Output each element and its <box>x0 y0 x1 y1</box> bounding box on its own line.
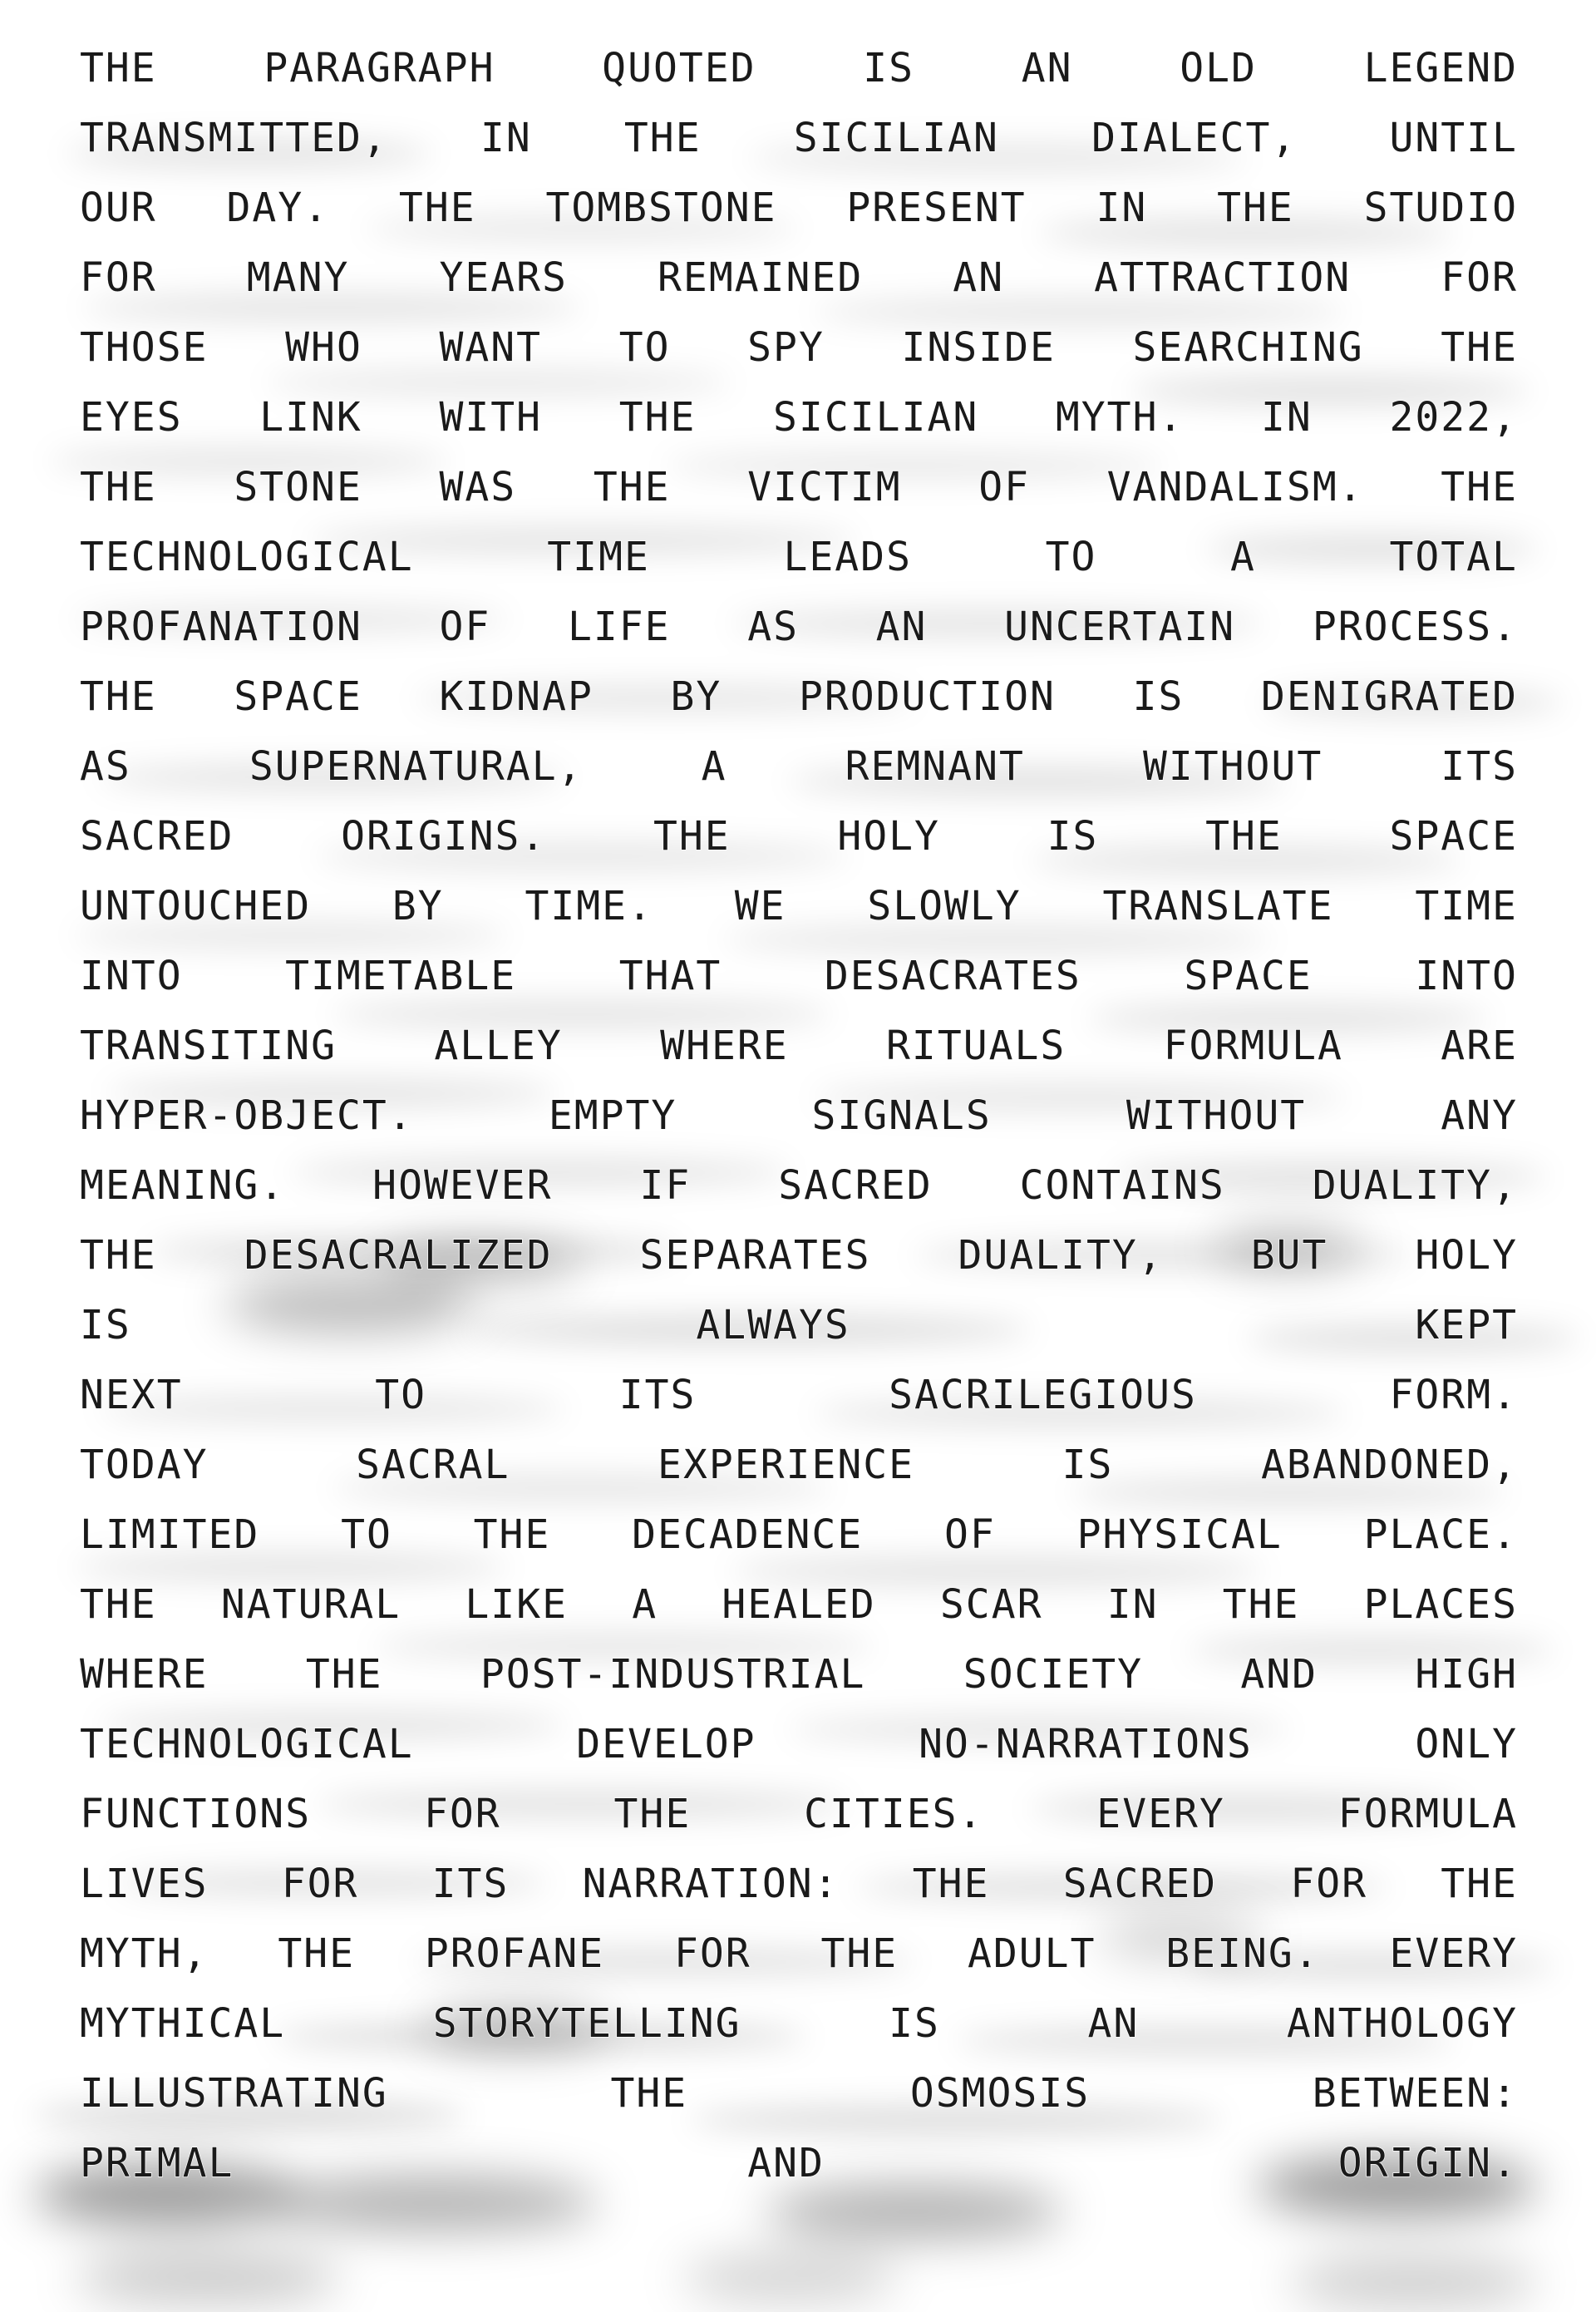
word: MYTH, <box>80 1930 209 1977</box>
word: 2022, <box>1389 394 1518 441</box>
text-line <box>80 522 1518 592</box>
word: PLACES <box>1363 1581 1518 1628</box>
text-line <box>80 1360 1518 1430</box>
word: SACRAL <box>356 1442 510 1488</box>
word: CONTAINS <box>1019 1162 1225 1209</box>
word: DEVELOP <box>576 1721 756 1767</box>
word: PRIMAL <box>80 2140 234 2186</box>
word: EVERY <box>1096 1791 1225 1837</box>
word: SLOWLY <box>867 883 1022 929</box>
word: SACRILEGIOUS <box>889 1372 1197 1418</box>
word: ORIGINS. <box>341 813 547 860</box>
text-line <box>80 103 1518 173</box>
word: IS <box>863 45 915 91</box>
text-line <box>80 1290 1518 1360</box>
text-line <box>80 2128 1518 2198</box>
word: INTO <box>80 953 183 999</box>
word: OLD <box>1180 45 1257 91</box>
text-line <box>80 452 1518 522</box>
word: PROCESS. <box>1312 604 1518 650</box>
word: THE <box>593 464 671 510</box>
text-line <box>80 1081 1518 1151</box>
word: LIKE <box>465 1581 568 1628</box>
word: THE <box>820 1930 899 1977</box>
word: FOR <box>423 1791 501 1837</box>
word: SPY <box>747 324 825 371</box>
word: THE <box>1441 464 1518 510</box>
word: THE <box>80 1232 157 1279</box>
word: TO <box>618 324 671 371</box>
word: VANDALISM. <box>1106 464 1364 510</box>
word: EVERY <box>1389 1930 1518 1977</box>
word: TECHNOLOGICAL <box>80 534 414 580</box>
text-line <box>80 243 1518 313</box>
text-line <box>80 1779 1518 1849</box>
word: TRANSMITTED, <box>80 115 388 161</box>
word: WANT <box>439 324 543 371</box>
text-line <box>80 662 1518 732</box>
word: TRANSITING <box>80 1023 337 1069</box>
word: BY <box>392 883 444 929</box>
word: YEARS <box>439 254 568 301</box>
word: DECADENCE <box>632 1511 864 1558</box>
word: THE <box>305 1651 383 1698</box>
word: PHYSICAL <box>1076 1511 1283 1558</box>
text-line <box>80 732 1518 801</box>
word: TIMETABLE <box>285 953 517 999</box>
word: FOR <box>673 1930 751 1977</box>
text-line <box>80 1570 1518 1639</box>
word: VICTIM <box>747 464 902 510</box>
word: SACRED <box>778 1162 933 1209</box>
word: THE <box>80 464 157 510</box>
word: SPACE <box>234 673 362 720</box>
word: TO <box>341 1511 392 1558</box>
word: AN <box>875 604 928 650</box>
word: FORM. <box>1389 1372 1518 1418</box>
word: STONE <box>234 464 362 510</box>
word: SICILIAN <box>773 394 979 441</box>
text-line <box>80 313 1518 382</box>
word: TOMBSTONE <box>545 185 777 231</box>
word: THE <box>473 1511 551 1558</box>
word: WITHOUT <box>1142 743 1323 790</box>
word: THE <box>653 813 731 860</box>
word: HIGH <box>1415 1651 1518 1698</box>
word: INTO <box>1415 953 1518 999</box>
word: TIME <box>547 534 650 580</box>
word: OF <box>439 604 491 650</box>
word: SEARCHING <box>1132 324 1364 371</box>
word: IS <box>1047 813 1099 860</box>
word: FOR <box>1290 1861 1367 1907</box>
word: TO <box>375 1372 427 1418</box>
word: TIME. <box>525 883 653 929</box>
word: PROFANATION <box>80 604 362 650</box>
text-line <box>80 2058 1518 2128</box>
word: OUR <box>80 185 157 231</box>
word: CITIES. <box>804 1791 984 1837</box>
word: THE <box>1441 1861 1518 1907</box>
word: SICILIAN <box>793 115 999 161</box>
word: A <box>632 1581 658 1628</box>
word: FOR <box>281 1861 359 1907</box>
word: PRODUCTION <box>798 673 1056 720</box>
word: UNCERTAIN <box>1004 604 1236 650</box>
word: DAY. <box>226 185 330 231</box>
text-line <box>80 1500 1518 1570</box>
word: KEPT <box>1415 1302 1518 1348</box>
word: AND <box>747 2140 825 2186</box>
word: ATTRACTION <box>1094 254 1352 301</box>
word: ALLEY <box>434 1023 563 1069</box>
word: HYPER-OBJECT. <box>80 1092 414 1139</box>
text-line <box>80 1151 1518 1220</box>
word: A <box>1229 534 1256 580</box>
text-line <box>80 592 1518 662</box>
word: IS <box>1062 1442 1114 1488</box>
word: IN <box>1261 394 1313 441</box>
word: IS <box>80 1302 131 1348</box>
word: SIGNALS <box>811 1092 992 1139</box>
word: POST-INDUSTRIAL <box>480 1651 866 1698</box>
word: IN <box>1106 1581 1159 1628</box>
word: WITH <box>439 394 543 441</box>
word: PRESENT <box>846 185 1027 231</box>
word: ITS <box>618 1372 697 1418</box>
word: THE <box>398 185 476 231</box>
word: THOSE <box>80 324 209 371</box>
word: ABANDONED, <box>1260 1442 1518 1488</box>
word: FOR <box>1441 254 1518 301</box>
text-line <box>80 173 1518 243</box>
word: SACRED <box>80 813 234 860</box>
word: PROFANE <box>424 1930 605 1977</box>
word: ILLUSTRATING <box>80 2070 388 2117</box>
word: IN <box>1096 185 1148 231</box>
word: NATURAL <box>220 1581 401 1628</box>
word: HOLY <box>1415 1232 1518 1279</box>
word: OSMOSIS <box>909 2070 1091 2117</box>
word: NEXT <box>80 1372 183 1418</box>
word: THE <box>1205 813 1283 860</box>
text-line <box>80 1919 1518 1989</box>
word: WE <box>734 883 786 929</box>
word: IS <box>1132 673 1185 720</box>
word: ANY <box>1441 1092 1518 1139</box>
word: SUPERNATURAL, <box>249 743 584 790</box>
word: TECHNOLOGICAL <box>80 1721 414 1767</box>
word: TOTAL <box>1389 534 1518 580</box>
word: DESACRATES <box>824 953 1081 999</box>
word: THE <box>1441 324 1518 371</box>
text-line <box>80 1709 1518 1779</box>
word: FOR <box>80 254 157 301</box>
word: ALWAYS <box>696 1302 850 1348</box>
text-line <box>80 1220 1518 1290</box>
word: FORMULA <box>1337 1791 1518 1837</box>
word: UNTIL <box>1389 115 1518 161</box>
word: INSIDE <box>901 324 1056 371</box>
word: TIME <box>1415 883 1518 929</box>
word: AN <box>1087 2000 1140 2047</box>
text-line <box>80 33 1518 103</box>
word: WHERE <box>660 1023 789 1069</box>
text-line <box>80 801 1518 871</box>
word: DESACRALIZED <box>244 1232 553 1279</box>
word: THE <box>1217 185 1294 231</box>
word: THE <box>80 1581 157 1628</box>
text-line <box>80 1989 1518 2058</box>
word: ITS <box>431 1861 510 1907</box>
word: ITS <box>1441 743 1518 790</box>
word: THE <box>618 394 697 441</box>
word: DUALITY, <box>1312 1162 1518 1209</box>
word: ORIGIN. <box>1337 2140 1518 2186</box>
word: THE <box>278 1930 356 1977</box>
word: THE <box>80 45 157 91</box>
word: EYES <box>80 394 183 441</box>
word: THE <box>912 1861 990 1907</box>
text-line <box>80 871 1518 941</box>
word: MYTHICAL <box>80 2000 286 2047</box>
word: REMAINED <box>658 254 864 301</box>
word: PLACE. <box>1363 1511 1518 1558</box>
word: IN <box>480 115 532 161</box>
word: NARRATION: <box>582 1861 840 1907</box>
word: HOWEVER <box>372 1162 553 1209</box>
word: OF <box>944 1511 996 1558</box>
word: BY <box>670 673 722 720</box>
word: WAS <box>439 464 517 510</box>
word: TODAY <box>80 1442 209 1488</box>
word: FUNCTIONS <box>80 1791 312 1837</box>
word: BEING. <box>1165 1930 1320 1977</box>
word: AND <box>1240 1651 1318 1698</box>
text-line <box>80 382 1518 452</box>
word: SPACE <box>1184 953 1313 999</box>
text-page <box>80 33 1518 2198</box>
text-line <box>80 941 1518 1011</box>
word: LEADS <box>783 534 912 580</box>
word: LEGEND <box>1363 45 1518 91</box>
word: THE <box>1222 1581 1300 1628</box>
word: DIALECT, <box>1091 115 1298 161</box>
word: SEPARATES <box>639 1232 871 1279</box>
word: AN <box>1021 45 1073 91</box>
text-line <box>80 1430 1518 1500</box>
word: FORMULA <box>1163 1023 1343 1069</box>
text-line <box>80 1849 1518 1919</box>
word: REMNANT <box>845 743 1025 790</box>
word: QUOTED <box>602 45 756 91</box>
word: ONLY <box>1415 1721 1518 1767</box>
word: LIVES <box>80 1861 209 1907</box>
word: EMPTY <box>548 1092 677 1139</box>
word: RITUALS <box>886 1023 1066 1069</box>
word: UNTOUCHED <box>80 883 312 929</box>
word: KIDNAP <box>439 673 594 720</box>
word: A <box>701 743 727 790</box>
word: EXPERIENCE <box>658 1442 915 1488</box>
word: TO <box>1045 534 1097 580</box>
word: BETWEEN: <box>1312 2070 1518 2117</box>
word: IF <box>639 1162 692 1209</box>
word: SCAR <box>939 1581 1043 1628</box>
word: THE <box>80 673 157 720</box>
word: SOCIETY <box>963 1651 1144 1698</box>
word: DUALITY, <box>958 1232 1164 1279</box>
word: MYTH. <box>1055 394 1185 441</box>
word: ARE <box>1441 1023 1518 1069</box>
word: MANY <box>246 254 350 301</box>
word: ANTHOLOGY <box>1286 2000 1518 2047</box>
word: DENIGRATED <box>1261 673 1518 720</box>
word: SACRED <box>1062 1861 1218 1907</box>
word: THE <box>623 115 702 161</box>
text-line <box>80 1639 1518 1709</box>
word: THE <box>613 1791 692 1837</box>
word: MEANING. <box>80 1162 286 1209</box>
word: AN <box>953 254 1005 301</box>
word: LIMITED <box>80 1511 260 1558</box>
word: PARAGRAPH <box>264 45 495 91</box>
word: TRANSLATE <box>1102 883 1334 929</box>
word: OF <box>978 464 1030 510</box>
word: BUT <box>1250 1232 1328 1279</box>
text-line <box>80 1011 1518 1081</box>
word: WITHOUT <box>1126 1092 1307 1139</box>
word: WHO <box>285 324 362 371</box>
word: STUDIO <box>1363 185 1518 231</box>
word: SPACE <box>1389 813 1518 860</box>
word: LIFE <box>567 604 671 650</box>
word: AS <box>80 743 131 790</box>
word: THE <box>610 2070 688 2117</box>
word: HOLY <box>837 813 940 860</box>
word: ADULT <box>967 1930 1096 1977</box>
word: HEALED <box>722 1581 876 1628</box>
word: IS <box>889 2000 940 2047</box>
word: LINK <box>259 394 362 441</box>
word: STORYTELLING <box>432 2000 741 2047</box>
word: THAT <box>618 953 722 999</box>
word: AS <box>747 604 799 650</box>
word: NO-NARRATIONS <box>919 1721 1253 1767</box>
word: WHERE <box>80 1651 209 1698</box>
